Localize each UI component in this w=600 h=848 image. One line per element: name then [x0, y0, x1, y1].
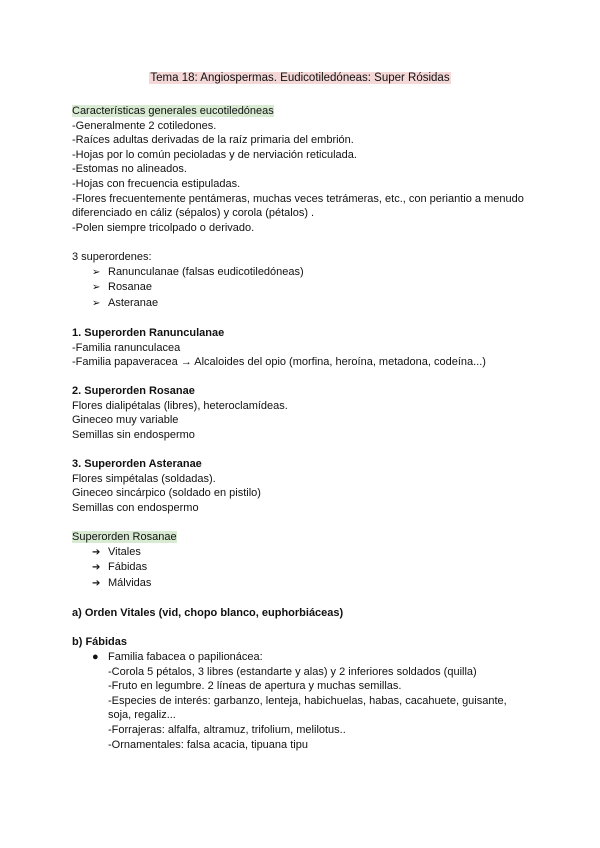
ranunculanae-item: -Familia papaveracea → Alcaloides del opio (morfina, heroína, metadona, codeína...) [72, 356, 486, 369]
fabidas-item: -Forrajeras: alfalfa, altramuz, trifolium, melilotus.. [108, 723, 346, 736]
title-text: Tema 18: Angiospermas. Eudicotiledóneas: Super Rósidas [150, 72, 450, 84]
document-title [0, 71, 600, 86]
rosanae-list-heading: Superorden Rosanae [72, 531, 177, 544]
asteranae-item: Semillas con endospermo [72, 502, 199, 515]
general-item: -Estomas no alineados. [72, 163, 187, 176]
general-item: -Polen siempre tricolpado o derivado. [72, 221, 255, 234]
ranunculanae-heading: 1. Superorden Ranunculanae [72, 326, 225, 339]
rosanae-list-item: ➔ Vitales [72, 545, 542, 561]
general-heading: Características generales eucotiledóneas [72, 105, 274, 117]
superorden-list-item: ➢ Rosanae [72, 280, 542, 296]
arrow-bullet-icon: ➢ [92, 282, 101, 294]
fabidas-family: ● Familia fabacea o papilionácea: [92, 650, 263, 663]
fabidas-item: -Ornamentales: falsa acacia, tipuana tipu [108, 738, 308, 751]
superorden-list-item: ➢ Ranunculanae (falsas eudicotiledóneas) [72, 265, 542, 281]
document-body [72, 104, 542, 752]
arrow-right-icon: ➔ [92, 546, 101, 558]
superorden-list-item: ➢ Asteranae [72, 296, 542, 312]
general-item: -Hojas por lo común pecioladas y de nerviación reticulada. [72, 148, 357, 161]
arrow-right-icon: ➔ [92, 578, 101, 589]
rosanae-list-item: ➔ Málvidas [72, 576, 542, 592]
rosanae-item: Gineceo muy variable [72, 414, 179, 427]
asteranae-item: Gineceo sincárpico (soldado en pistilo) [72, 487, 261, 500]
fabidas-item: -Corola 5 pétalos, 3 libres (estandarte y alas) y 2 inferiores soldados (quilla) [108, 665, 477, 678]
general-item: diferenciado en cáliz (sépalos) y corola (pétalos) . [72, 207, 315, 220]
rosanae-list-item: ➔ Fábidas [72, 560, 542, 576]
bullet-dot-icon: ● [92, 650, 99, 663]
fabidas-item: -Fruto en legumbre. 2 líneas de apertura y muchas semillas. [108, 680, 402, 693]
fabidas-item: soja, regaliz... [108, 709, 176, 722]
rosanae-heading: 2. Superorden Rosanae [72, 385, 195, 398]
arrow-bullet-icon: ➢ [92, 266, 101, 278]
fabidas-heading: b) Fábidas [72, 636, 128, 649]
general-item: -Raíces adultas derivadas de la raíz primaria del embrión. [72, 134, 354, 147]
general-item: -Generalmente 2 cotiledones. [72, 119, 217, 132]
general-item: -Flores frecuentemente pentámeras, muchas veces tetrámeras, etc., con periantio a menudo [72, 192, 524, 205]
rosanae-item: Flores dialipétalas (libres), heteroclamídeas. [72, 399, 288, 412]
general-item: -Hojas con frecuencia estipuladas. [72, 177, 241, 190]
arrow-bullet-icon: ➢ [92, 297, 101, 309]
arrow-right-icon: ➔ [92, 562, 101, 574]
superordenes-intro: 3 superordenes: [72, 250, 152, 263]
asteranae-item: Flores simpétalas (soldadas). [72, 472, 216, 485]
vitales-heading: a) Orden Vitales (vid, chopo blanco, euphorbiáceas) [72, 607, 344, 620]
ranunculanae-item: -Familia ranunculacea [72, 341, 181, 354]
rosanae-item: Semillas sin endospermo [72, 429, 195, 442]
fabidas-item: -Especies de interés: garbanzo, lenteja, habichuelas, habas, cacahuete, guisante, [108, 694, 507, 707]
asteranae-heading: 3. Superorden Asteranae [72, 458, 202, 471]
